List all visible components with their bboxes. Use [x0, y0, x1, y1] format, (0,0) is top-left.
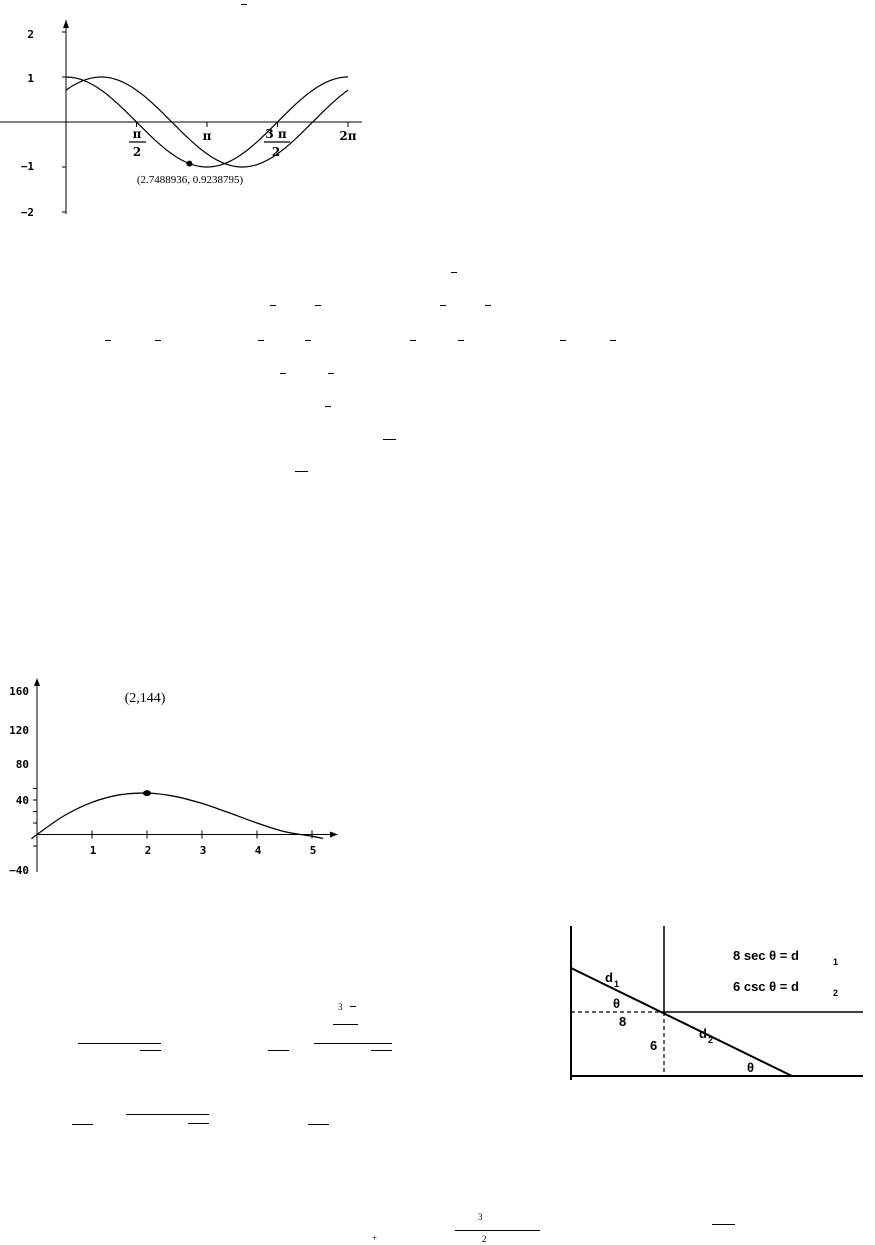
y-tick-label: −40 — [9, 864, 29, 877]
fraction-bar — [126, 1114, 209, 1115]
overline — [140, 1050, 161, 1051]
subscript: 2 — [482, 1234, 487, 1244]
overline — [188, 1123, 209, 1124]
overline — [440, 305, 446, 306]
overline — [383, 439, 396, 440]
eq2-sub: 2 — [833, 988, 839, 998]
x-tick-label: 2 — [144, 844, 152, 857]
overline — [241, 4, 247, 5]
marked-point — [143, 790, 151, 796]
overline — [325, 406, 331, 407]
y-tick-label: 40 — [15, 794, 29, 807]
trig-chart — [0, 0, 370, 230]
x-tick-frac-den: 2 — [271, 145, 281, 159]
point-annotation: (2,144) — [124, 691, 166, 706]
x-tick-label: 3 — [199, 844, 207, 857]
overline — [458, 340, 464, 341]
eq1-sub: 1 — [833, 957, 839, 967]
overline — [350, 1006, 356, 1007]
eq1: 8 sec θ = d — [733, 948, 799, 963]
y-tick-label: 1 — [27, 72, 34, 85]
overline — [485, 305, 491, 306]
x-tick-frac-num: 3 π — [265, 127, 287, 141]
y-tick-label: −2 — [20, 206, 34, 219]
y-axis-arrow — [34, 678, 40, 686]
theta-top: θ — [613, 996, 621, 1011]
plus-sign: + — [372, 1233, 378, 1243]
y-tick-label: −1 — [20, 160, 34, 173]
ladder-diagram — [557, 920, 875, 1085]
x-tick-label: 5 — [309, 844, 317, 857]
superscript: 3 — [478, 1212, 483, 1222]
overline — [410, 340, 416, 341]
overline — [610, 340, 616, 341]
d1-label: d — [605, 970, 613, 985]
x-tick-frac-den: 2 — [132, 145, 142, 159]
y-tick-label: 80 — [15, 758, 29, 771]
eq2: 6 csc θ = d — [733, 979, 799, 994]
overline — [268, 1050, 289, 1051]
d1-sub: 1 — [614, 979, 620, 989]
superscript: 3 — [338, 1002, 343, 1012]
series-line — [32, 793, 324, 839]
fraction-bar — [314, 1043, 392, 1044]
theta-bottom: θ — [747, 1060, 755, 1075]
marked-point — [186, 161, 192, 167]
overline — [451, 272, 457, 273]
overline — [258, 340, 264, 341]
point-annotation: (2.7488936, 0.9238795) — [136, 174, 244, 186]
y-axis-arrow — [63, 20, 69, 28]
overline — [305, 340, 311, 341]
x-tick-label: 4 — [254, 844, 262, 857]
overline — [72, 1124, 93, 1125]
max-chart — [0, 650, 360, 885]
x-tick-label: 1 — [89, 844, 97, 857]
fraction-bar — [455, 1230, 540, 1231]
overline — [270, 305, 276, 306]
x-axis-arrow — [330, 832, 338, 838]
y-tick-label: 120 — [9, 724, 29, 737]
overline — [155, 340, 161, 341]
overline — [280, 373, 286, 374]
x-tick-frac-num: π — [132, 127, 142, 141]
label-8: 8 — [619, 1014, 627, 1029]
overline — [560, 340, 566, 341]
d2-sub: 2 — [708, 1035, 714, 1045]
d2-label: d — [699, 1026, 707, 1041]
label-6: 6 — [650, 1038, 658, 1053]
x-tick-label: 2π — [339, 129, 357, 143]
chart2-axes — [33, 678, 338, 872]
overline — [371, 1050, 392, 1051]
overline — [315, 305, 321, 306]
y-tick-label: 2 — [27, 28, 34, 41]
overline — [328, 373, 334, 374]
overline — [295, 471, 308, 472]
x-tick-label: π — [202, 129, 212, 143]
overline — [712, 1224, 735, 1225]
overline — [333, 1024, 358, 1025]
overline — [105, 340, 111, 341]
overline — [308, 1124, 329, 1125]
fraction-bar — [78, 1043, 161, 1044]
chart2-curves — [32, 790, 324, 839]
y-tick-label: 160 — [9, 685, 29, 698]
